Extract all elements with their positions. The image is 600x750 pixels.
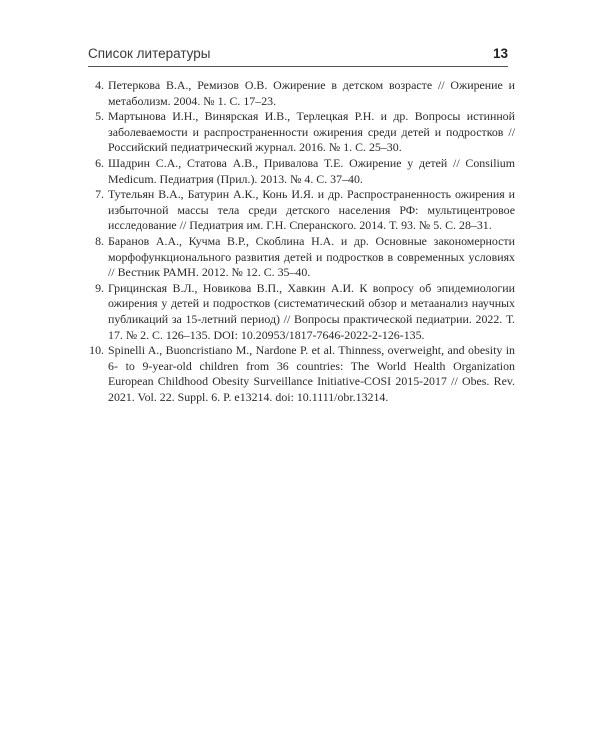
reference-list <box>87 78 515 405</box>
reference-item <box>87 156 515 187</box>
section-title: Список литературы <box>88 46 211 61</box>
reference-item <box>87 187 515 234</box>
page-header <box>88 46 508 66</box>
reference-text: Петеркова В.А., Ремизов О.В. Ожирение в детском возрасте // Ожирение и метаболизм. 2004. № 1. С. 17–23. <box>108 78 515 108</box>
reference-text: Грицинская В.Л., Новикова В.П., Хавкин А.И. К вопросу об эпидемиологии ожирения у детей и подростков (систематический обзор и метаанализ научных публикаций за 15-летний период) // Вопросы практической педиатрии. 2022. Т. 17. № 2. С. 126–135. DOI: 10.20953/1817-7646-2022-2-126-135. <box>108 280 515 342</box>
reference-text: Мартынова И.Н., Винярская И.В., Терлецкая Р.Н. и др. Вопросы истинной заболеваемости и распространенности ожирения среди детей и подростков // Российский педиатрический журнал. 2016. № 1. С. 25–30. <box>108 109 515 155</box>
reference-item <box>87 78 515 109</box>
reference-number: 6. <box>95 155 104 170</box>
reference-item <box>87 109 515 156</box>
reference-text: Шадрин С.А., Статова А.В., Привалова Т.Е. Ожирение у детей // Consilium Medicum. Педиатрия (Прил.). 2013. № 4. С. 37–40. <box>108 155 515 186</box>
reference-number: 4. <box>95 78 104 92</box>
reference-text: Баранов А.А., Кучма В.Р., Скоблина Н.А. и др. Основные закономерности морфофункционального развития детей и подростков в современных условиях // Вестник РАМН. 2012. № 12. С. 35–40. <box>108 233 515 280</box>
reference-item <box>87 281 515 343</box>
reference-item <box>87 234 515 281</box>
reference-item <box>87 343 515 405</box>
header-divider <box>88 66 508 67</box>
reference-number: 7. <box>95 187 104 202</box>
page-number: 13 <box>492 46 508 61</box>
reference-number: 8. <box>95 233 104 248</box>
reference-text: Spinelli A., Buoncristiano M., Nardone P. et al. Thinness, overweight, and obesity in 6- to 9-year-old children from 36 countries: The World Health Organization European Childhood Obesity Surveillance Initiative-COSI 2015-2017 // Obes. Rev. 2021. Vol. 22. Suppl. 6. P. e13214. doi: 10.1111/obr.13214. <box>108 343 515 404</box>
reference-number: 9. <box>95 280 104 295</box>
reference-number: 10. <box>89 343 104 358</box>
reference-text: Тутельян В.А., Батурин А.К., Конь И.Я. и др. Распространенность ожирения и избыточной массы тела среди детского населения РФ: мультицентровое исследование // Педиатрия им. Г.Н. Сперанского. 2014. Т. 93. № 5. С. 28–31. <box>108 187 515 233</box>
reference-number: 5. <box>95 109 104 124</box>
